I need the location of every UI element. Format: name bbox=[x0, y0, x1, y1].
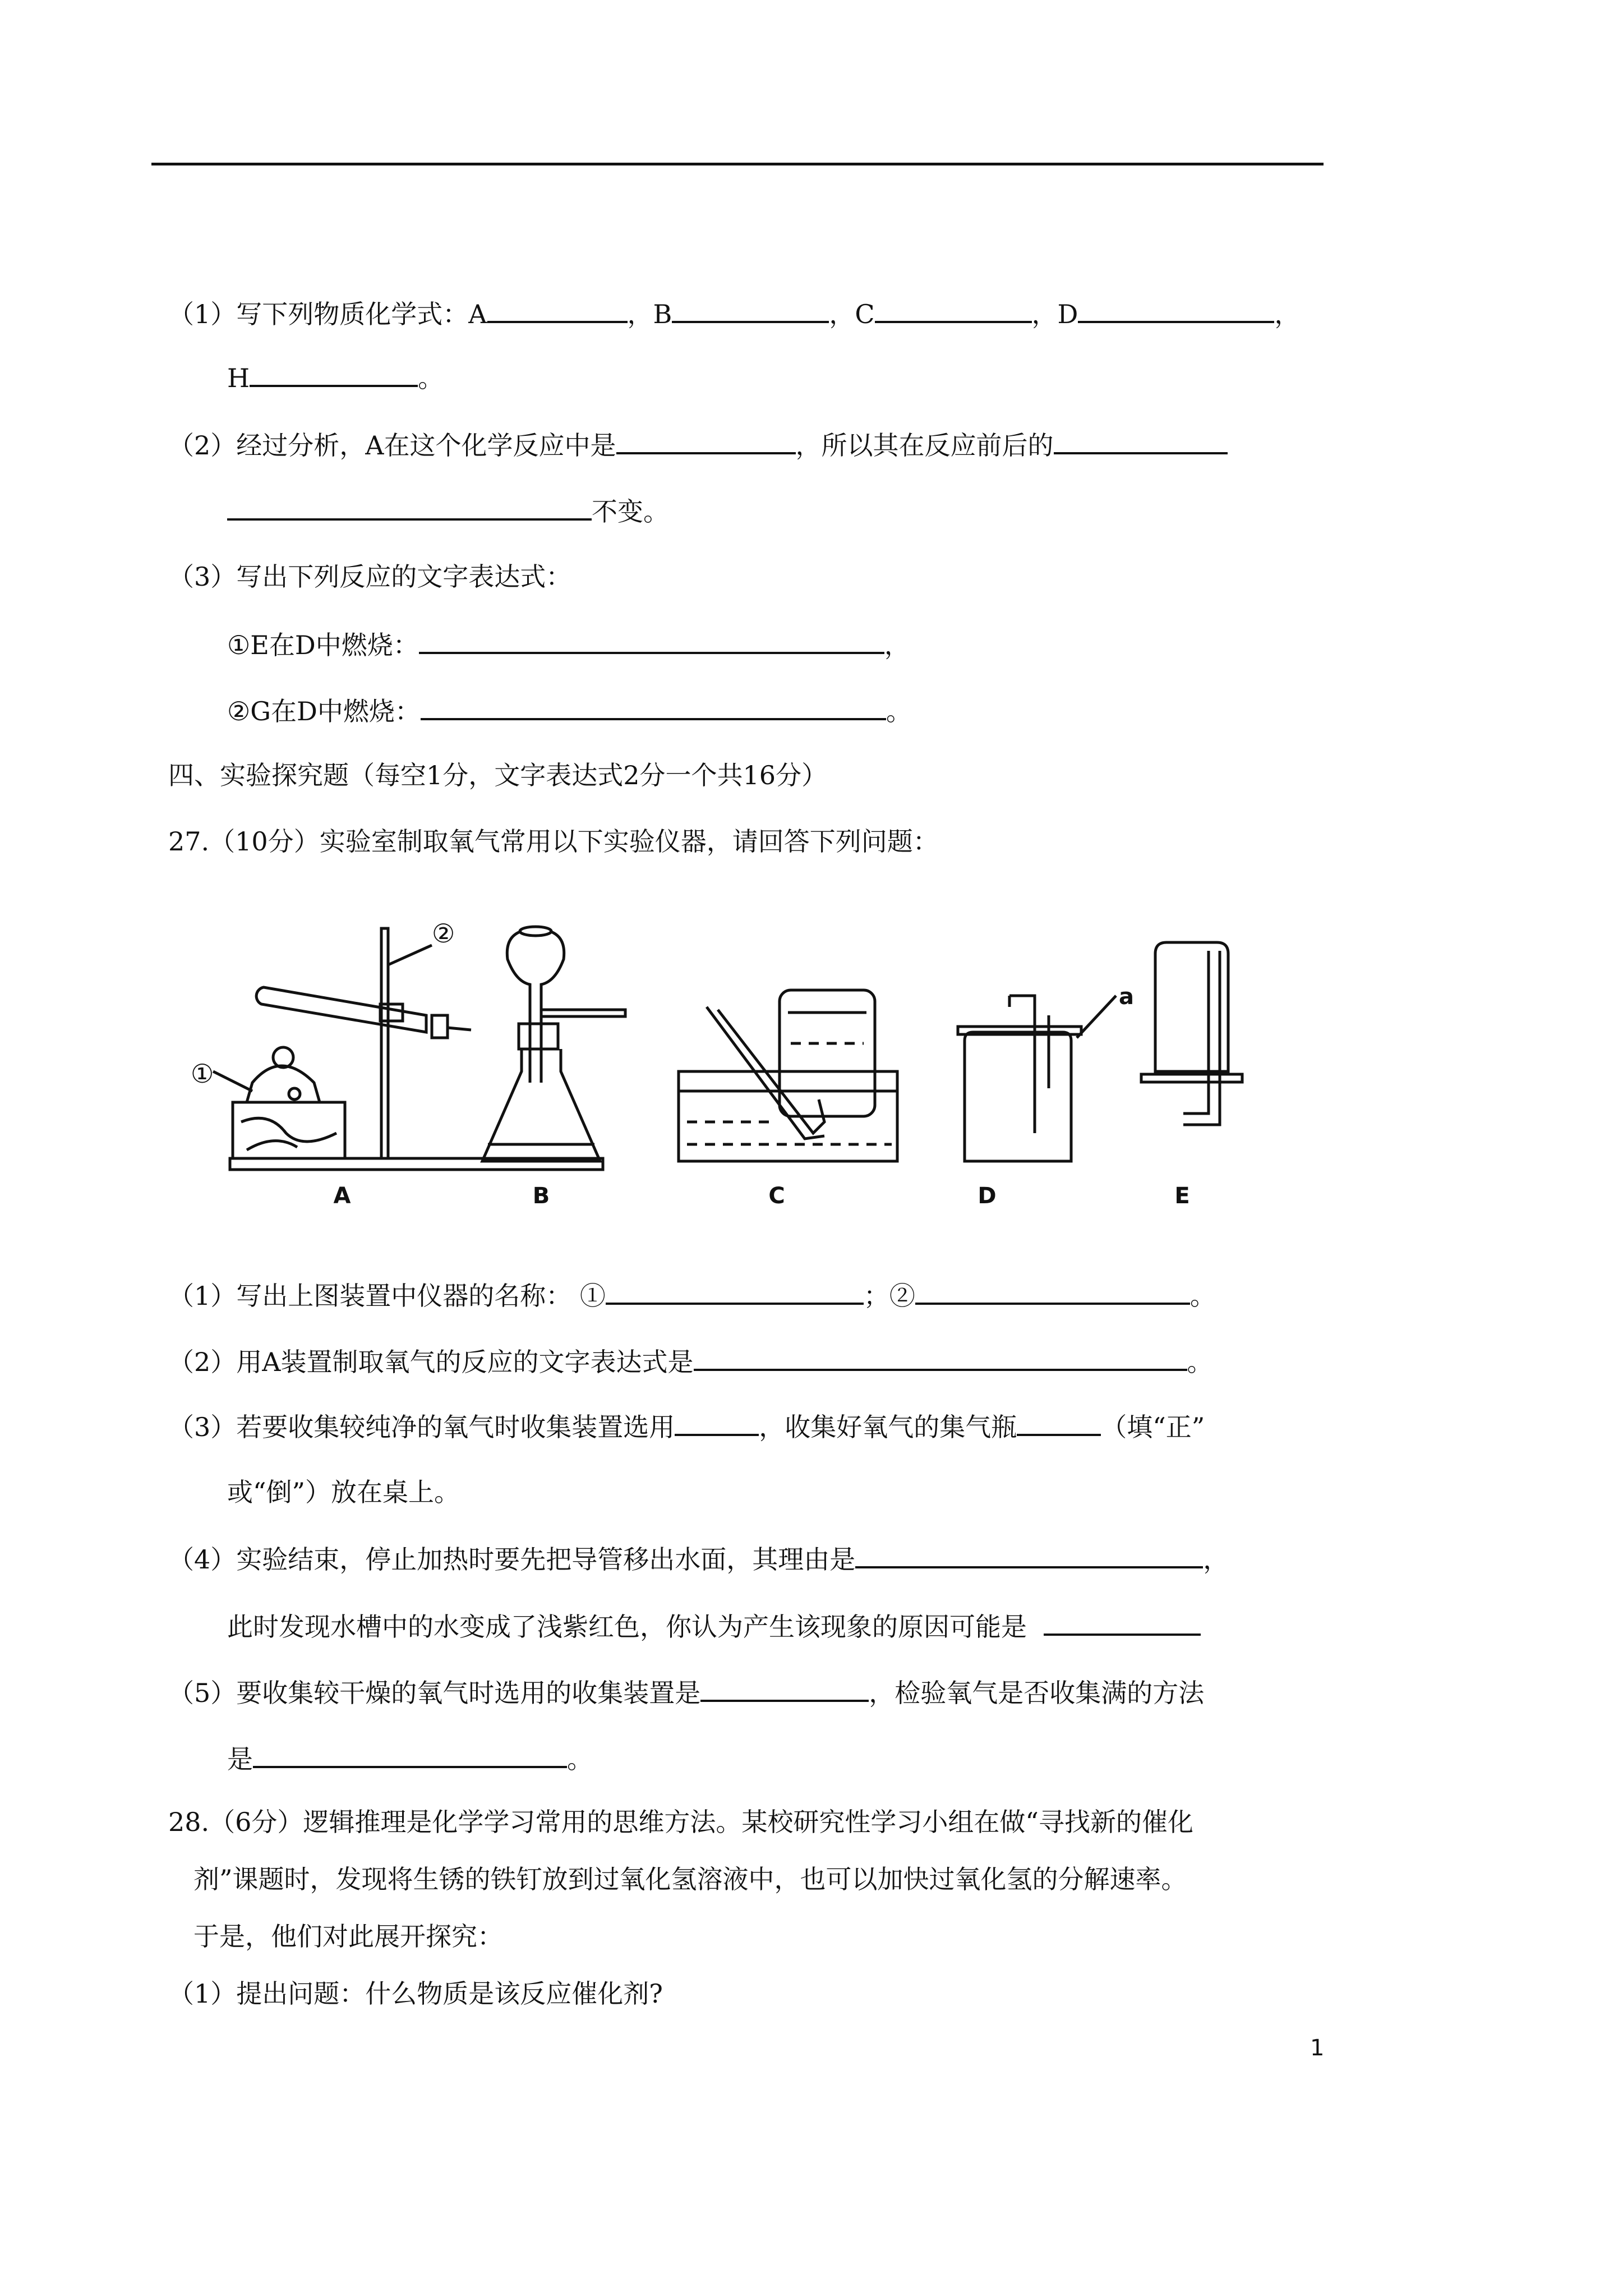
blank-e-in-d[interactable] bbox=[419, 627, 884, 654]
q26-p1-prefix: （1）写下列物质化学式：A bbox=[168, 299, 487, 329]
q26-p1-c: ，C bbox=[829, 299, 875, 329]
q26-part2-cont bbox=[227, 494, 669, 528]
q27-p4-end: ， bbox=[1203, 1544, 1229, 1575]
q26-p2-prefix: （2）经过分析，A在这个化学反应中是 bbox=[168, 430, 616, 461]
callout-1: ① bbox=[191, 1059, 214, 1089]
q26-p1-end: ， bbox=[1274, 299, 1301, 329]
q26-p3-2-end: 。 bbox=[886, 696, 912, 726]
blank-dry-collect[interactable] bbox=[700, 1675, 869, 1702]
q26-p3-1-end: ， bbox=[884, 630, 910, 660]
q27-stem: 27.（10分）实验室制取氧气常用以下实验仪器，请回答下列问题： bbox=[168, 826, 939, 857]
q26-p1-h-end: 。 bbox=[418, 363, 444, 393]
blank-d[interactable] bbox=[1078, 296, 1274, 323]
blank-a[interactable] bbox=[487, 296, 628, 323]
apparatus-c bbox=[679, 990, 897, 1161]
blank-full-check[interactable] bbox=[253, 1741, 567, 1768]
blank-unchanged-2[interactable] bbox=[227, 494, 592, 521]
q26-p3-2-label: ②G在D中燃烧： bbox=[227, 696, 421, 726]
q26-part3: （3）写出下列反应的文字表达式： bbox=[168, 562, 572, 592]
q27-p4-prefix: （4）实验结束，停止加热时要先把导管移出水面，其理由是 bbox=[168, 1544, 856, 1575]
q26-p1-b: ，B bbox=[627, 299, 672, 329]
header-rule bbox=[151, 163, 1324, 165]
q26-p3-1-label: ①E在D中燃烧： bbox=[227, 630, 419, 660]
q26-part3-1 bbox=[227, 627, 910, 662]
apparatus-b bbox=[482, 927, 625, 1161]
q27-p5-mid: ，检验氧气是否收集满的方法 bbox=[869, 1678, 1205, 1708]
q27-p4-cont-text: 此时发现水槽中的水变成了浅紫红色，你认为产生该现象的原因可能是 bbox=[227, 1612, 1027, 1642]
q27-part5-cont bbox=[227, 1741, 593, 1776]
q26-part3-2 bbox=[227, 693, 912, 728]
label-e: E bbox=[1174, 1183, 1190, 1209]
q27-p5-cont-text: 是 bbox=[227, 1744, 253, 1774]
q26-p2-mid: ，所以其在反应前后的 bbox=[795, 430, 1054, 461]
callout-a: a bbox=[1119, 984, 1134, 1010]
q26-part2 bbox=[168, 427, 1228, 462]
q28-line2: 剂”课题时，发现将生锈的铁钉放到过氧化氢溶液中，也可以加快过氧化氢的分解速率。 bbox=[193, 1864, 1187, 1894]
q28-line3: 于是，他们对此展开探究： bbox=[193, 1921, 503, 1952]
label-a: A bbox=[333, 1183, 351, 1209]
page-number: 1 bbox=[1310, 2035, 1325, 2061]
blank-b[interactable] bbox=[672, 296, 829, 323]
blank-g-in-d[interactable] bbox=[421, 693, 886, 720]
apparatus-figure bbox=[168, 898, 1256, 1212]
q27-part3-cont: 或“倒”）放在桌上。 bbox=[227, 1477, 460, 1507]
q26-p2-end: 不变。 bbox=[592, 496, 669, 527]
q26-part1-h bbox=[227, 360, 444, 395]
q27-part5 bbox=[168, 1675, 1204, 1710]
q26-part1 bbox=[168, 296, 1300, 331]
q27-part2 bbox=[168, 1344, 1213, 1379]
section-4-title: 四、实验探究题（每空1分，文字表达式2分一个共16分） bbox=[168, 760, 828, 790]
q27-part4 bbox=[168, 1542, 1229, 1576]
q27-p5-end: 。 bbox=[567, 1744, 593, 1774]
q27-part4-cont bbox=[227, 1609, 1201, 1644]
q27-p2-prefix: （2）用A装置制取氧气的反应的文字表达式是 bbox=[168, 1347, 694, 1377]
q26-p1-h: H bbox=[227, 363, 250, 393]
callout-2: ② bbox=[432, 918, 455, 949]
blank-unchanged-1[interactable] bbox=[1054, 427, 1228, 454]
blank-c[interactable] bbox=[875, 296, 1032, 323]
q27-p1-prefix: （1）写出上图装置中仪器的名称： ① bbox=[168, 1281, 606, 1311]
q27-p3-end: （填“正” bbox=[1101, 1412, 1205, 1442]
q27-p3-prefix: （3）若要收集较纯净的氧气时收集装置选用 bbox=[168, 1412, 675, 1442]
blank-purple-cause[interactable] bbox=[1044, 1609, 1201, 1636]
q28-part1: （1）提出问题：什么物质是该反应催化剂? bbox=[168, 1978, 663, 2009]
q27-p1-mid: ；② bbox=[863, 1281, 915, 1311]
label-c: C bbox=[768, 1183, 785, 1209]
blank-jar-orientation[interactable] bbox=[1017, 1409, 1101, 1436]
q27-p3-mid: ，收集好氧气的集气瓶 bbox=[759, 1412, 1017, 1442]
blank-h[interactable] bbox=[250, 360, 418, 387]
blank-reaction-a[interactable] bbox=[694, 1344, 1187, 1371]
q27-p1-end: 。 bbox=[1189, 1281, 1216, 1311]
blank-instrument-2[interactable] bbox=[915, 1278, 1190, 1305]
label-d: D bbox=[978, 1183, 997, 1209]
q27-p2-end: 。 bbox=[1187, 1347, 1213, 1377]
q27-p5-prefix: （5）要收集较干燥的氧气时选用的收集装置是 bbox=[168, 1678, 701, 1708]
blank-pure-collect[interactable] bbox=[675, 1409, 759, 1436]
q27-part1 bbox=[168, 1278, 1216, 1313]
blank-instrument-1[interactable] bbox=[606, 1278, 864, 1305]
q28-line1: 28.（6分）逻辑推理是化学学习常用的思维方法。某校研究性学习小组在做“寻找新的催化 bbox=[168, 1807, 1193, 1837]
q26-p1-d: ，D bbox=[1031, 299, 1078, 329]
apparatus-e bbox=[1141, 942, 1242, 1125]
apparatus-d bbox=[958, 996, 1116, 1161]
blank-reason[interactable] bbox=[855, 1542, 1203, 1568]
q27-part3 bbox=[168, 1409, 1205, 1444]
blank-role-of-a[interactable] bbox=[616, 427, 796, 454]
label-b: B bbox=[532, 1183, 550, 1209]
